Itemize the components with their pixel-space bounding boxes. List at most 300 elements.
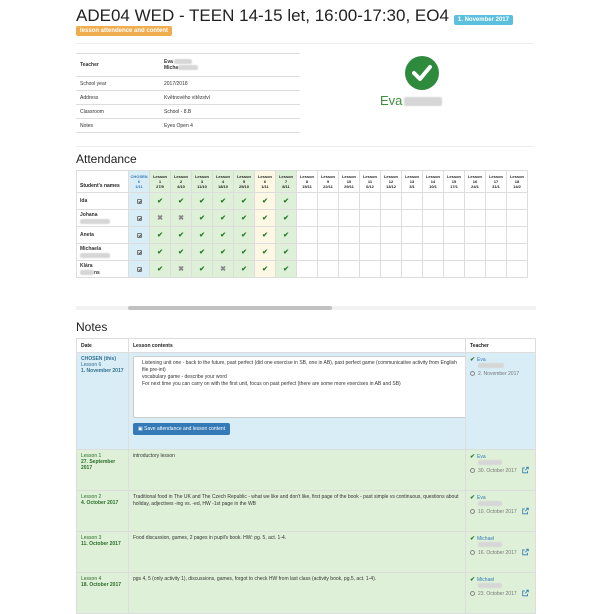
note-date-cell [77,573,129,614]
attendance-cell[interactable] [402,210,423,227]
attendance-cell[interactable] [402,193,423,210]
redacted-surname [80,270,128,276]
lesson-column-header[interactable] [465,171,486,193]
notes-contents-header: Lesson contents [129,339,466,353]
lesson-header-line: 7 [284,179,288,184]
lesson-header-line: 9 [326,179,330,184]
notes-teacher-header: Teacher [466,339,536,353]
present-check-icon: ✔ [241,215,247,222]
clock-icon [470,371,475,376]
attendance-cell[interactable] [507,210,528,227]
lesson-header-line: Lesson [404,174,419,179]
lesson-header-line: Lesson [362,174,377,179]
attendance-cell[interactable] [150,244,171,261]
lesson-header-line: 18 [514,179,520,184]
lesson-column-header[interactable] [276,171,297,193]
note-content: Traditional food in The UK and The Czech Republic - what we like and don't like, first page of the book - past simple vs continuous, questions about holiday, adjectives -ing vs. -ed, HW -1st page in the WB [129,491,466,532]
lesson-header-line: 4 [221,179,225,184]
attendance-cell[interactable] [234,210,255,227]
student-name-cell [77,193,129,210]
present-check-icon: ✔ [241,266,247,273]
attendance-cell[interactable] [381,193,402,210]
attendance-cell[interactable] [297,227,318,244]
lesson-header-line: 18/10 [217,184,228,189]
present-check-icon: ✔ [157,266,163,273]
clock-icon [470,509,475,514]
lesson-header-line: Lesson [299,174,314,179]
lesson-header-line: 17/1 [450,184,458,189]
present-check-icon: ✔ [199,198,205,205]
attendance-cell[interactable] [276,261,297,278]
present-check-icon: ✔ [178,249,184,256]
redacted-surname [478,583,502,588]
attendance-cell[interactable] [444,244,465,261]
info-value: Eyes Open 4 [160,119,300,133]
lesson-header-line: 15 [451,179,457,184]
attendance-cell[interactable] [234,244,255,261]
attendance-cell[interactable] [381,227,402,244]
attendance-cell[interactable] [129,227,150,244]
external-link-icon[interactable] [522,508,529,515]
attendance-cell[interactable] [465,227,486,244]
check-icon: ✔ [470,454,476,460]
attendance-cell[interactable] [486,210,507,227]
present-check-icon: ✔ [178,232,184,239]
info-label: Address [76,91,160,105]
external-link-icon[interactable] [522,590,529,597]
info-label: Notes [76,119,160,133]
present-check-icon: ✔ [283,249,289,256]
present-check-icon: ✔ [199,232,205,239]
attendance-cell[interactable] [234,227,255,244]
note-content: introductory lesson [129,450,466,491]
attendance-cell[interactable] [192,261,213,278]
attendance-cell[interactable] [486,261,507,278]
lesson-column-header[interactable] [381,171,402,193]
lesson-header-line: 24/1 [471,184,479,189]
attendance-cell[interactable] [318,244,339,261]
attendance-cell[interactable] [507,227,528,244]
attendance-cell[interactable] [213,193,234,210]
lesson-header-line: 6 [263,179,267,184]
chosen-lesson-row [77,353,536,450]
attendance-cell[interactable] [171,261,192,278]
attendance-cell[interactable] [318,210,339,227]
present-check-icon: ✔ [157,198,163,205]
present-check-icon: ✔ [199,215,205,222]
external-link-icon[interactable] [522,467,529,474]
lesson-column-header[interactable] [423,171,444,193]
note-teacher [470,576,531,589]
attendance-cell[interactable] [276,227,297,244]
attendance-cell[interactable] [486,227,507,244]
note-teacher-cell [466,491,536,532]
present-check-icon: ✔ [283,198,289,205]
attendance-cell[interactable] [402,261,423,278]
redacted-surname [478,501,502,506]
attendance-cell[interactable] [381,210,402,227]
chosen-teacher-cell [466,353,536,450]
attendance-cell[interactable] [150,261,171,278]
attendance-table [76,170,528,278]
note-lesson-label: Lesson 3 [81,535,102,541]
lesson-header-line: Lesson [215,174,230,179]
attendance-cell[interactable] [486,193,507,210]
attendance-cell[interactable] [507,193,528,210]
attendance-cell[interactable] [129,261,150,278]
note-lesson-label: Lesson 1 [81,453,102,459]
confirmed-check-icon [405,56,439,90]
chosen-teacher-name: Eva [477,357,486,363]
lesson-header-line: 1/11 [261,184,269,189]
lesson-column-header[interactable] [297,171,318,193]
attendance-cell[interactable] [213,244,234,261]
redacted-surname-blur [80,219,110,224]
attendance-cell[interactable] [192,227,213,244]
lesson-column-header[interactable] [171,171,192,193]
present-check-icon: ✔ [157,232,163,239]
check-icon: ✔ [470,536,476,542]
redacted-surname [478,460,502,465]
lesson-column-header[interactable] [339,171,360,193]
lesson-header-line: 15/11 [302,184,312,189]
attendance-cell[interactable] [339,227,360,244]
lesson-column-header[interactable] [360,171,381,193]
attendance-cell[interactable] [129,210,150,227]
student-row [77,193,528,210]
attendance-cell[interactable] [192,244,213,261]
note-date-cell [77,532,129,573]
note-date-cell [77,491,129,532]
note-teacher-date-text: 30. October 2017 [478,468,517,474]
save-icon: ▣ [138,426,143,432]
present-check-icon: ✔ [220,232,226,239]
lesson-column-header[interactable] [444,171,465,193]
attendance-cell[interactable] [213,227,234,244]
note-teacher-name: Eva [477,454,486,460]
attendance-cell[interactable] [423,261,444,278]
teacher-value [160,54,300,77]
lesson-header-line: 8/11 [282,184,290,189]
attendance-cell[interactable] [360,227,381,244]
note-teacher-cell [466,532,536,573]
attendance-cell[interactable] [297,210,318,227]
check-icon: ✔ [470,577,476,583]
attendance-cell[interactable] [381,244,402,261]
attendance-cell[interactable] [360,244,381,261]
present-check-icon: ✔ [199,266,205,273]
attendance-cell[interactable] [276,210,297,227]
attendance-cell[interactable] [234,261,255,278]
divider [76,146,534,147]
attendance-cell[interactable] [213,210,234,227]
note-teacher-date-text: 16. October 2017 [478,550,517,556]
notes-heading: Notes [76,320,108,334]
save-attendance-button[interactable] [133,423,230,435]
attendance-checkbox[interactable] [137,250,142,255]
note-date: 11. October 2017 [81,541,121,547]
present-check-icon: ✔ [262,249,268,256]
attendance-cell[interactable] [297,244,318,261]
save-button-label: Save attendance and lesson content [144,426,226,432]
attendance-cell[interactable] [255,227,276,244]
course-info-table [76,53,300,133]
lesson-header-line: 29/11 [344,184,354,189]
attendance-cell[interactable] [360,210,381,227]
lesson-column-header[interactable] [234,171,255,193]
present-check-icon: ✔ [262,232,268,239]
redacted-surname [404,97,442,106]
lesson-header-line: 14/2 [513,184,521,189]
note-lesson-label: Lesson 4 [81,576,102,582]
present-check-icon: ✔ [262,198,268,205]
attendance-table-wrapper[interactable] [76,170,536,298]
chosen-teacher-date [470,371,531,377]
redacted-surname [80,219,128,225]
attendance-cell[interactable] [276,193,297,210]
attendance-cell[interactable] [150,227,171,244]
lesson-column-header[interactable] [318,171,339,193]
lesson-header-line: Lesson [425,174,440,179]
lesson-header-line: Lesson [173,174,188,179]
info-value: 2017/2018 [160,77,300,91]
attendance-cell[interactable] [444,210,465,227]
note-date: 4. October 2017 [81,500,119,506]
present-check-icon: ✔ [220,198,226,205]
student-name-cell [77,227,129,244]
clock-icon [470,550,475,555]
attendance-checkbox[interactable] [137,267,142,272]
attendance-cell[interactable] [507,244,528,261]
chosen-lesson-label: Lesson 6 [81,362,102,368]
divider [76,43,534,44]
student-name-suffix: ns [94,269,100,276]
lesson-column-header[interactable] [402,171,423,193]
lesson-header-line: 22/11 [323,184,333,189]
present-check-icon: ✔ [241,198,247,205]
attendance-cell[interactable] [423,244,444,261]
lesson-header-line: 3/1 [409,184,415,189]
attendance-cell[interactable] [255,244,276,261]
attendance-cell[interactable] [423,227,444,244]
present-check-icon: ✔ [220,215,226,222]
attendance-heading: Attendance [76,152,137,166]
attendance-cell[interactable] [507,261,528,278]
lesson-column-header[interactable] [150,171,171,193]
lesson-header-line: 10/1 [429,184,437,189]
lesson-header-line: 14 [430,179,436,184]
lesson-header-line: 5 [242,179,246,184]
lesson-header-line: 11 [367,179,373,184]
external-link-icon[interactable] [522,549,529,556]
student-name-cell [77,210,129,227]
student-name: Aneta [80,232,94,238]
note-teacher [470,494,531,507]
teacher-display-first: Eva [380,93,403,108]
attendance-cell[interactable] [360,261,381,278]
lesson-header-line: Lesson [488,174,503,179]
lesson-content-textarea[interactable] [133,356,471,418]
attendance-cell[interactable] [171,193,192,210]
attendance-cell[interactable] [318,193,339,210]
lesson-header-line: 25/10 [238,184,249,189]
attendance-cell[interactable] [465,210,486,227]
section-badge: lesson attendence and content [76,26,172,36]
attendance-cell[interactable] [339,210,360,227]
redacted-surname [478,363,504,368]
attendance-cell[interactable] [465,261,486,278]
chosen-teacher-date-text: 2. November 2017 [478,371,520,377]
attendance-cell[interactable] [150,193,171,210]
lesson-header-line: 12 [388,179,394,184]
note-content: pgs 4, 5 (only activity 1), discussions, games, forgot to check HW from last class (activity book, pg.5, act. 1-4). [129,573,466,614]
student-row [77,244,528,261]
attendance-cell[interactable] [255,261,276,278]
lesson-column-header[interactable] [129,171,150,193]
lesson-column-header[interactable] [507,171,528,193]
note-lesson-label: Lesson 2 [81,494,102,500]
teacher-label: Teacher [76,54,160,77]
attendance-cell[interactable] [423,193,444,210]
student-row [77,227,528,244]
lesson-header-line: 1/11 [135,184,143,189]
check-icon: ✔ [470,495,476,501]
chosen-label: CHOSEN (this) [81,356,116,362]
attendance-cell[interactable] [150,210,171,227]
lesson-header-line: Lesson [509,174,524,179]
attendance-cell[interactable] [192,210,213,227]
attendance-cell[interactable] [318,227,339,244]
note-teacher [470,535,531,548]
attendance-cell[interactable] [402,227,423,244]
redacted-surname [174,59,192,64]
lesson-header-line: Lesson [446,174,461,179]
attendance-cell[interactable] [444,227,465,244]
student-row [77,210,528,227]
teacher-first-name: Eva [164,59,173,65]
date-badge: 1. November 2017 [454,15,513,25]
attendance-cell[interactable] [192,193,213,210]
lesson-header-line: Lesson [383,174,398,179]
attendance-scrollbar[interactable] [128,306,332,310]
present-check-icon: ✔ [283,215,289,222]
lesson-header-line: 8 [305,179,309,184]
attendance-cell[interactable] [234,193,255,210]
lesson-column-header[interactable] [192,171,213,193]
attendance-cell[interactable] [465,244,486,261]
note-teacher-name: Michael [477,536,495,542]
clock-icon [470,468,475,473]
present-check-icon: ✔ [262,215,268,222]
attendance-cell[interactable] [444,261,465,278]
attendance-cell[interactable] [171,244,192,261]
absent-x-icon: ✖ [178,215,184,222]
attendance-cell[interactable] [171,227,192,244]
attendance-cell[interactable] [276,244,297,261]
lesson-note-row [77,491,536,532]
info-label: Classroom [76,105,160,119]
attendance-checkbox[interactable] [137,233,142,238]
lesson-header-line: 16 [472,179,478,184]
attendance-cell[interactable] [402,244,423,261]
note-date: 18. October 2017 [81,582,122,588]
note-teacher-date-text: 23. October 2017 [478,591,517,597]
student-name: Klára [80,262,93,269]
lesson-header-line: Lesson [194,174,209,179]
attendance-cell[interactable] [297,261,318,278]
attendance-cell[interactable] [129,244,150,261]
notes-date-header: Date [77,339,129,353]
redacted-surname-blur [80,253,110,258]
attendance-cell[interactable] [360,193,381,210]
lesson-header-line: Lesson [278,174,293,179]
attendance-checkbox[interactable] [137,199,142,204]
attendance-cell[interactable] [465,193,486,210]
attendance-cell[interactable] [444,193,465,210]
lesson-header-line: Lesson [236,174,251,179]
lesson-column-header[interactable] [486,171,507,193]
present-check-icon: ✔ [262,266,268,273]
attendance-cell[interactable] [297,193,318,210]
lesson-header-line: 13/12 [385,184,396,189]
chosen-contents-cell [129,353,466,450]
attendance-cell[interactable] [381,261,402,278]
attendance-cell[interactable] [318,261,339,278]
attendance-cell[interactable] [339,244,360,261]
attendance-cell[interactable] [129,193,150,210]
lesson-header-line: 11/10 [197,184,207,189]
lesson-header-line: CHOSEN [130,174,148,179]
lesson-note-row [77,573,536,614]
lesson-header-line: Lesson [320,174,335,179]
chosen-date-cell [77,353,129,450]
redacted-surname [478,542,502,547]
attendance-cell[interactable] [255,193,276,210]
student-names-header: Student's names [77,171,129,193]
clock-icon [470,591,475,596]
lesson-header-line: Lesson [341,174,356,179]
present-check-icon: ✔ [241,232,247,239]
lesson-column-header[interactable] [213,171,234,193]
lesson-header-line: 13 [409,179,415,184]
attendance-cell[interactable] [486,244,507,261]
attendance-cell[interactable] [339,193,360,210]
student-row [77,261,528,278]
lesson-header-line: 10 [346,179,352,184]
attendance-cell[interactable] [171,210,192,227]
absent-x-icon: ✖ [157,215,163,222]
lesson-header-line: Lesson [257,174,272,179]
lesson-header-line: 2 [179,179,183,184]
attendance-cell[interactable] [423,210,444,227]
teacher-second-name: Micha [164,65,179,71]
note-teacher-cell [466,573,536,614]
student-name: Johana [80,211,98,218]
note-teacher-cell [466,450,536,491]
lesson-column-header[interactable] [255,171,276,193]
lesson-note-row [77,532,536,573]
attendance-cell[interactable] [339,261,360,278]
attendance-cell[interactable] [255,210,276,227]
attendance-cell[interactable] [213,261,234,278]
note-teacher-name: Michael [477,577,495,583]
chosen-date: 1. November 2017 [81,368,124,374]
present-check-icon: ✔ [241,249,247,256]
title-row [76,6,513,26]
lesson-header-line: Lesson [467,174,482,179]
attendance-checkbox[interactable] [137,216,142,221]
student-name: Ida [80,198,88,204]
